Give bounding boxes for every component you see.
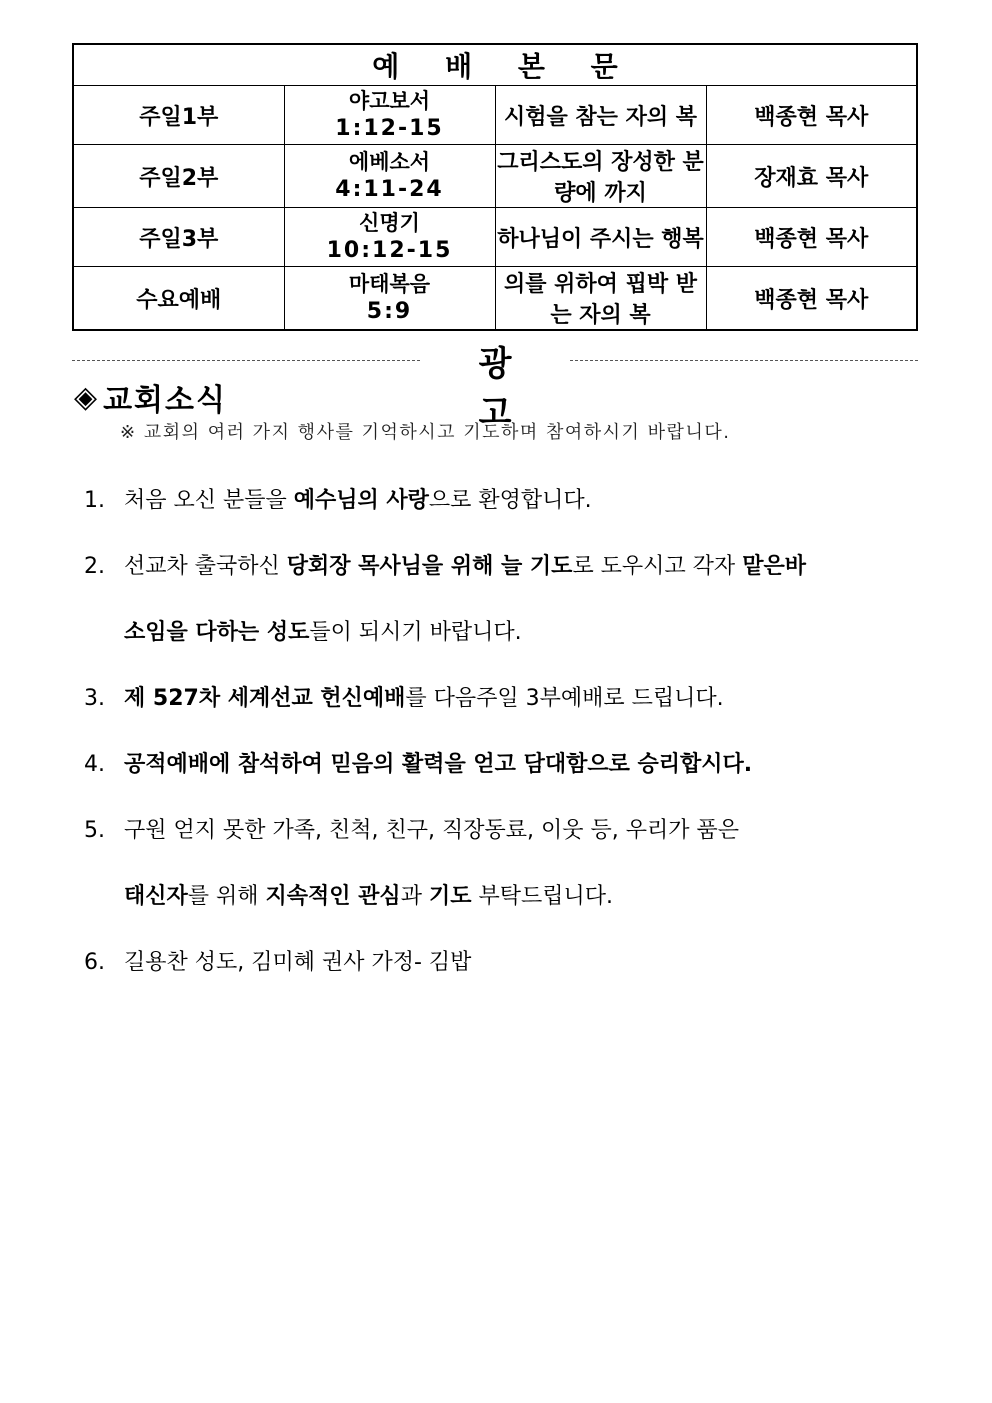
emphasized-text: 태신자: [124, 884, 188, 909]
bible-passage: [284, 208, 495, 267]
list-item-text: 를 위해: [187, 884, 266, 909]
list-item: [84, 666, 904, 732]
table-row: [73, 86, 917, 145]
divider: [72, 360, 420, 361]
list-item-number: 2.: [84, 554, 105, 579]
pastor-name: 백종현 목사: [706, 86, 917, 145]
news-note: ※ 교회의 여러 가지 행사를 기억하시고 기도하며 참여하시기 바랍니다.: [120, 422, 731, 443]
list-item-text: 과: [400, 884, 429, 909]
list-item: [84, 798, 904, 864]
list-item-number: 6.: [84, 950, 105, 975]
list-item-number: 3.: [84, 686, 105, 711]
sermon-table-title: 예 배 본 문: [73, 44, 917, 86]
bible-passage: [284, 86, 495, 145]
list-item-number: 4.: [84, 752, 105, 777]
emphasized-text: 당회장 목사님을 위해 늘 기도: [286, 554, 573, 579]
list-item: [84, 930, 904, 996]
list-item-text: 길용찬 성도, 김미혜 권사 가정- 김밥: [124, 950, 472, 975]
ad-title: 광 고: [478, 344, 542, 433]
sermon-title: 시험을 참는 자의 복: [495, 86, 706, 145]
list-item-text: 로 도우시고 각자: [572, 554, 743, 579]
passage-book: 신명기: [359, 211, 420, 235]
sermon-table: [72, 43, 918, 331]
emphasized-text: 예수님의 사랑: [293, 488, 429, 513]
sermon-title: 의를 위하여 핍박 받는 자의 복: [495, 267, 706, 331]
service-name: 수요예배: [73, 267, 284, 331]
bible-passage: [284, 145, 495, 208]
emphasized-text: 기도: [428, 884, 472, 909]
list-item: [84, 534, 904, 600]
list-item-text: 선교차 출국하신: [124, 554, 287, 579]
list-item-text: 들이 되시기 바랍니다.: [309, 620, 522, 645]
sermon-title: 하나님이 주시는 행복: [495, 208, 706, 267]
list-item-text: 처음 오신 분들을: [124, 488, 294, 513]
passage-book: 마태복음: [348, 272, 431, 296]
table-row: [73, 208, 917, 267]
passage-verse: 10:12-15: [326, 238, 453, 263]
table-row: [73, 267, 917, 331]
table-row: [73, 145, 917, 208]
passage-book: 야고보서: [348, 89, 431, 113]
list-item: [84, 468, 904, 534]
list-item-number: 1.: [84, 488, 105, 513]
service-name: 주일2부: [73, 145, 284, 208]
pastor-name: 백종현 목사: [706, 267, 917, 331]
list-item-text: 으로 환영합니다.: [428, 488, 592, 513]
list-item: [84, 864, 904, 930]
list-item-number: 5.: [84, 818, 105, 843]
list-item: [84, 600, 904, 666]
list-item: [84, 732, 904, 798]
emphasized-text: 제 527차 세계선교 헌신예배: [124, 686, 406, 711]
pastor-name: 장재효 목사: [706, 145, 917, 208]
service-name: 주일1부: [73, 86, 284, 145]
divider: [570, 360, 918, 361]
passage-verse: 4:11-24: [335, 177, 444, 202]
news-heading: [74, 376, 227, 418]
diamond-bullet-icon: ◈: [74, 379, 98, 415]
pastor-name: 백종현 목사: [706, 208, 917, 267]
passage-book: 에베소서: [348, 150, 431, 174]
sermon-title: 그리스도의 장성한 분량에 까지: [495, 145, 706, 208]
news-heading-label: 교회소식: [103, 383, 227, 418]
service-name: 주일3부: [73, 208, 284, 267]
emphasized-text: 소임을 다하는 성도: [124, 620, 310, 645]
list-item-text: 부탁드립니다.: [471, 884, 613, 909]
bible-passage: [284, 267, 495, 331]
list-item-text: 구원 얻지 못한 가족, 친척, 친구, 직장동료, 이웃 등, 우리가 품은: [124, 818, 739, 843]
list-item-text: 를 다음주일 3부예배로 드립니다.: [405, 686, 724, 711]
passage-verse: 1:12-15: [335, 116, 444, 141]
emphasized-text: 지속적인 관심: [265, 884, 401, 909]
news-list: [84, 468, 904, 996]
passage-verse: 5:9: [366, 299, 413, 324]
emphasized-text: 맡은바: [742, 554, 806, 579]
emphasized-text: 공적예배에 참석하여 믿음의 활력을 얻고 담대함으로 승리합시다.: [124, 752, 753, 777]
